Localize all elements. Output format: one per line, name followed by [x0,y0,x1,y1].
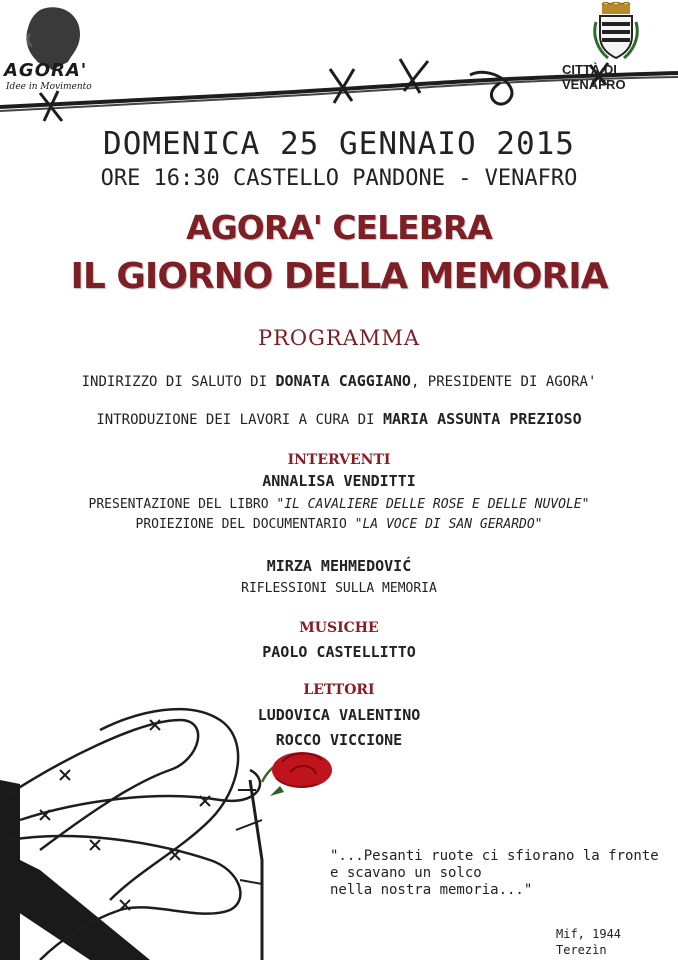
event-date: DOMENICA 25 GENNAIO 2015 [103,126,575,162]
greeting-prefix: INDIRIZZO DI SALUTO DI [81,374,276,390]
doc-prefix: PROIEZIONE DEL DOCUMENTARIO " [135,517,363,532]
coat-of-arms-icon [592,2,640,62]
interventi-heading: INTERVENTI [287,452,391,468]
headline-line-2: IL GIORNO DELLA MEMORIA [70,256,608,297]
quote-author: Mif, 1944 [556,927,622,941]
greeting-name: DONATA CAGGIANO [275,372,411,390]
documentary-line [0,517,678,532]
intro-name: MARIA ASSUNTA PREZIOSO [382,410,582,428]
musician-name: PAOLO CASTELLITTO [262,643,416,661]
rose-icon [270,752,332,796]
quote-line-3: nella nostra memoria..." [330,882,533,898]
quote-block [330,848,675,899]
lettori-heading: LETTORI [303,682,375,698]
quote-place: Terezìn [556,943,607,957]
program-title: PROGRAMMA [257,326,421,350]
city-name: CITTÀ DI VENAFRO [562,62,626,92]
agora-logo-name: AGORA' [4,60,88,81]
headline-line-1: AGORA' CELEBRA [186,208,492,247]
quote-attribution [556,926,621,958]
intro-line [0,410,678,428]
barbed-wire-fence-illustration [0,700,360,960]
doc-suffix: " [534,517,543,532]
event-time-place: ORE 16:30 CASTELLO PANDONE - VENAFRO [100,166,578,191]
musiche-heading: MUSICHE [299,620,379,636]
book-prefix: PRESENTAZIONE DEL LIBRO " [88,497,285,512]
greeting-line [0,372,678,390]
reader-2-name: ROCCO VICCIONE [275,731,403,749]
city-logo [560,0,678,92]
speaker-1-name: ANNALISA VENDITTI [262,472,416,490]
book-suffix: " [581,497,590,512]
agora-logo [4,2,114,120]
speaker-2-topic: RIFLESSIONI SULLA MEMORIA [241,581,437,596]
doc-title: LA VOCE DI SAN GERARDO [362,517,535,532]
quote-line-1: "...Pesanti ruote ci sfiorano la fronte [330,848,659,864]
reader-1-name: LUDOVICA VALENTINO [257,706,421,724]
agora-logo-tagline: Idee in Movimento [6,82,92,92]
speaker-2-name: MIRZA MEHMEDOVIĆ [266,557,412,575]
intro-prefix: INTRODUZIONE DEI LAVORI A CURA DI [96,412,383,428]
quote-line-2: e scavano un solco [330,865,482,881]
greeting-suffix: , PRESIDENTE DI AGORA' [410,374,597,390]
book-presentation-line [0,497,678,512]
book-title: IL CAVALIERE DELLE ROSE E DELLE NUVOLE [284,497,582,512]
